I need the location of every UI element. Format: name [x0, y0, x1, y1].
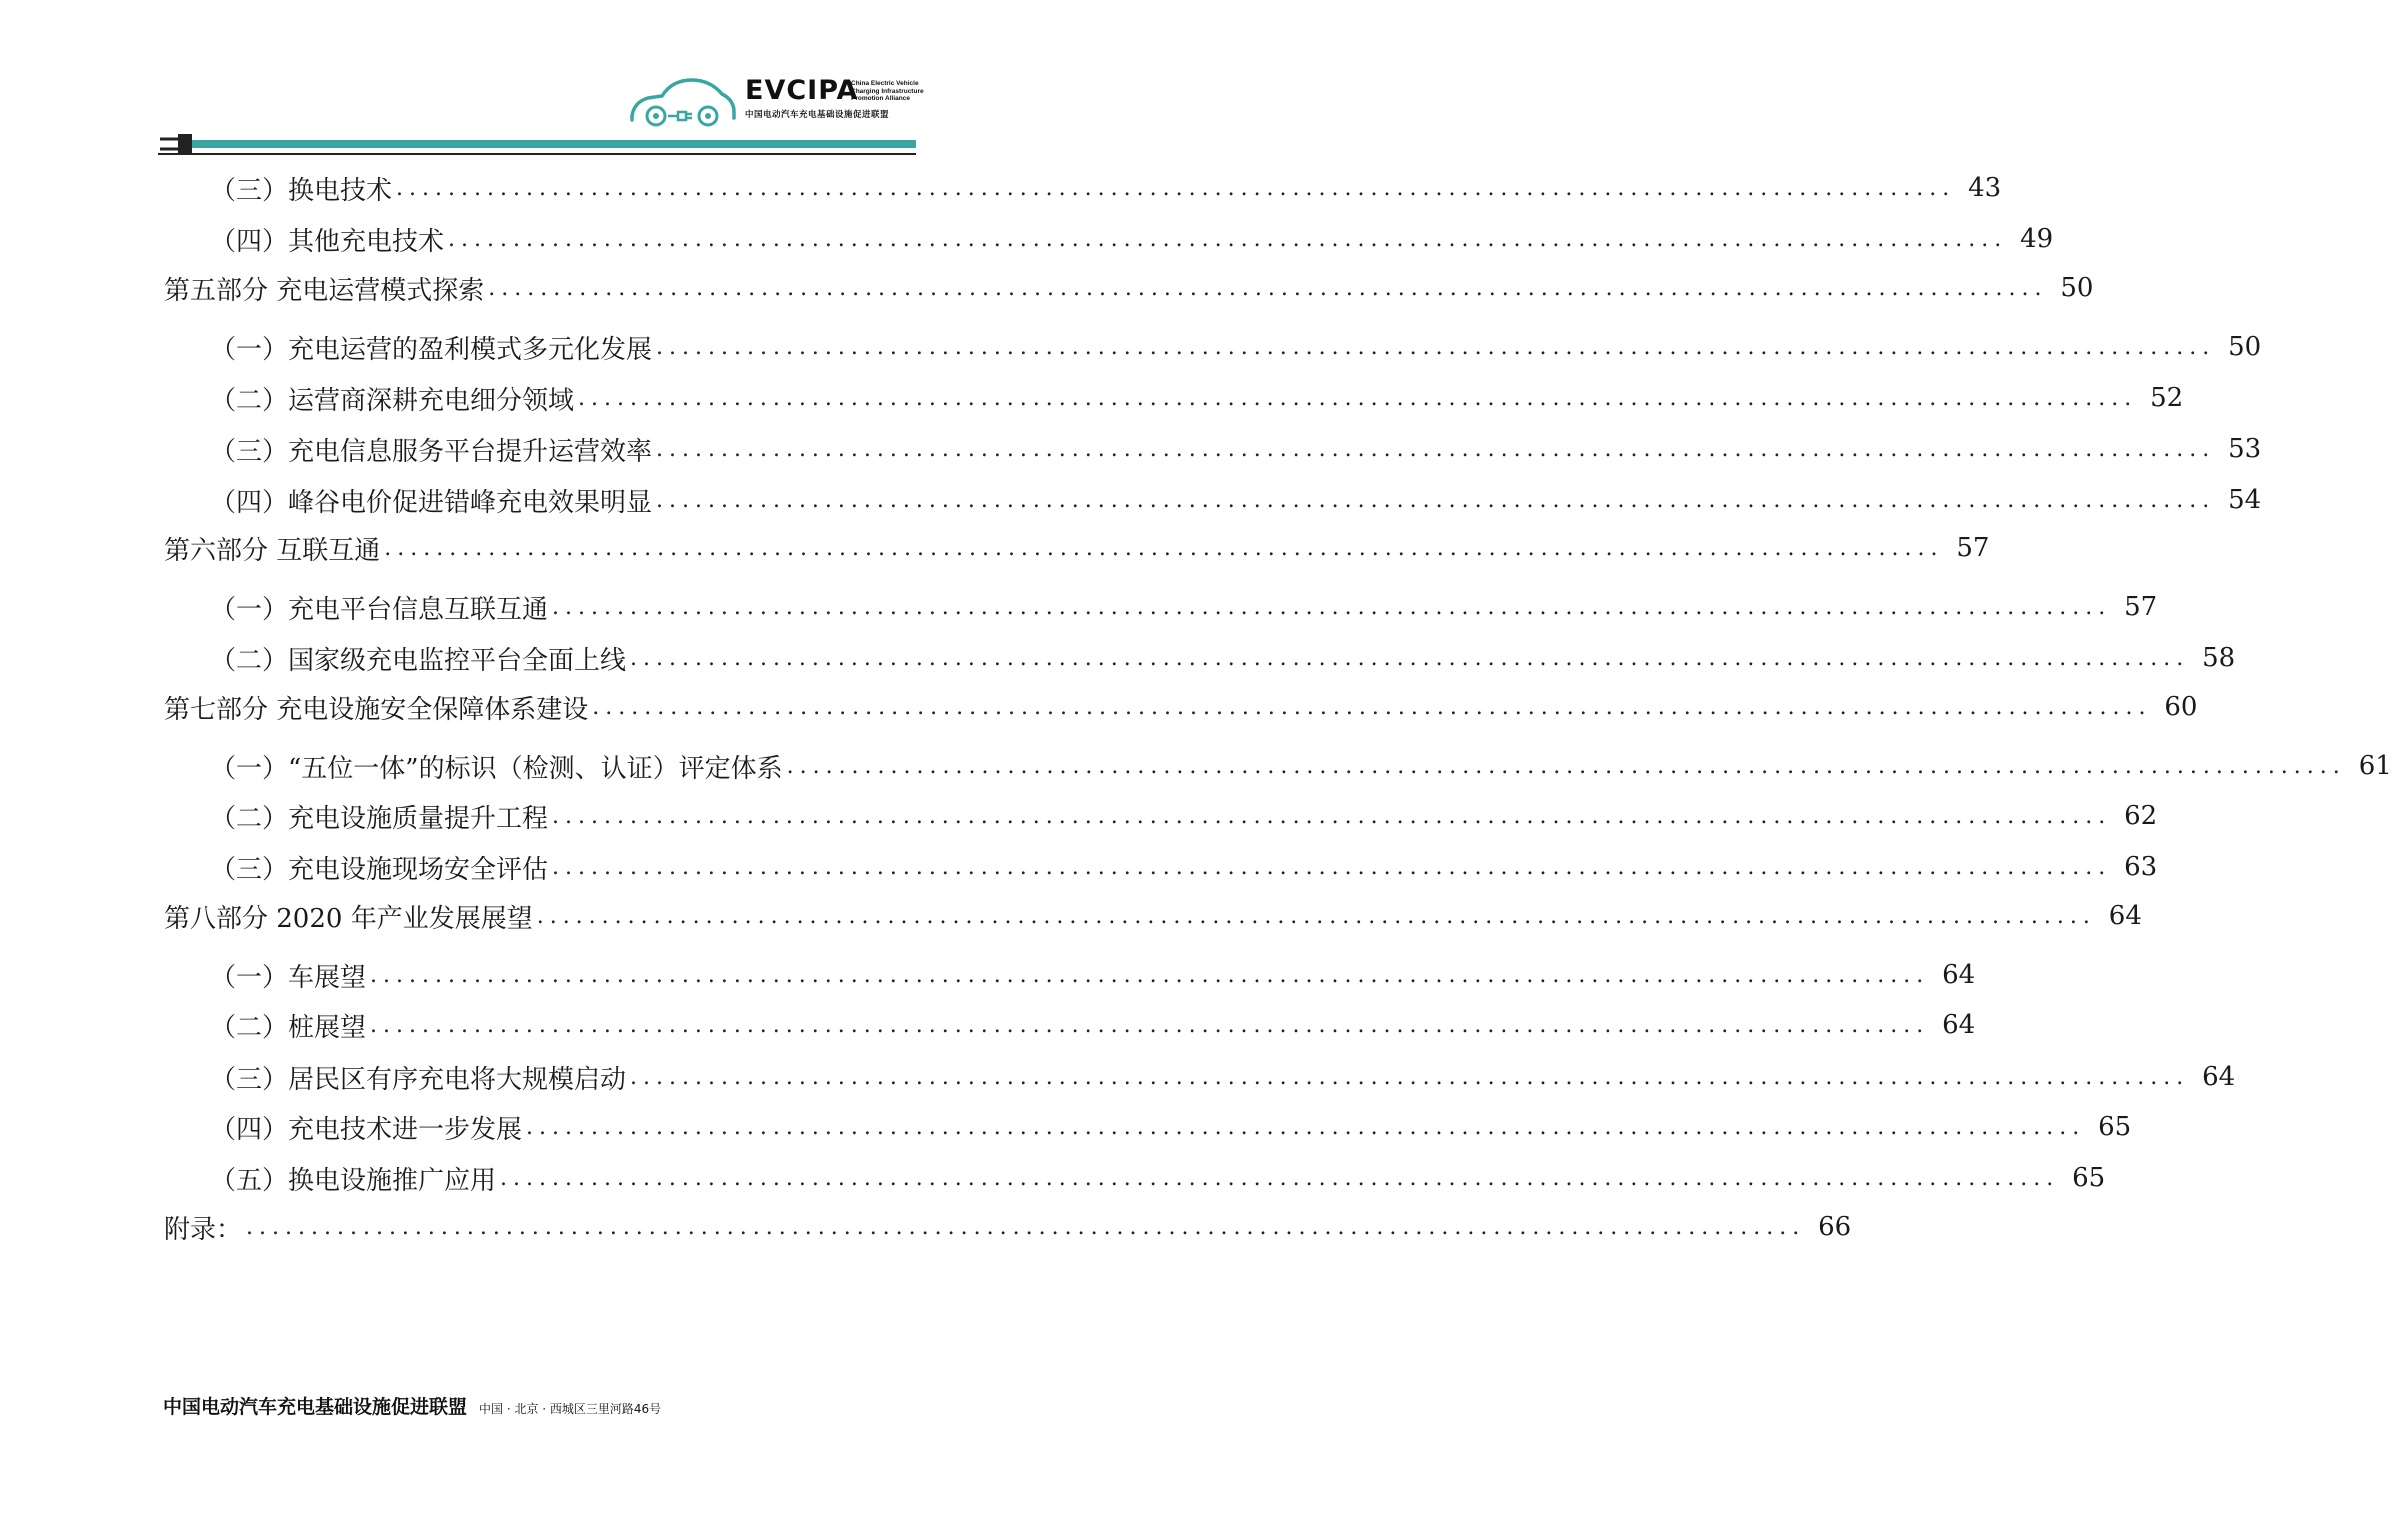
toc-page-number: 57 [1956, 533, 1990, 563]
toc-section-entry[interactable] [210, 847, 2158, 887]
toc-section-entry[interactable] [210, 1107, 2132, 1147]
dot-leader: ........................................................................................................................ [630, 1064, 2190, 1090]
toc-entry-title: （三）充电设施现场安全评估 [210, 854, 549, 885]
dot-leader: ........................................................................................................................ [786, 753, 2346, 779]
toc-page-number: 50 [2228, 332, 2262, 362]
toc-entry-title: （一）“五位一体”的标识（检测、认证）评定体系 [210, 753, 783, 784]
toc-page-number: 58 [2202, 643, 2236, 673]
toc-entry-title: （一）充电运营的盈利模式多元化发展 [210, 334, 653, 365]
toc-page-number: 52 [2150, 383, 2184, 413]
dot-leader: ........................................................................................................................ [448, 226, 2008, 252]
toc-section-entry[interactable] [210, 168, 2002, 208]
toc-entry-title: （三）换电技术 [210, 175, 393, 206]
dot-leader: ........................................................................................................................ [500, 1165, 2060, 1191]
toc-entry-title: （四）充电技术进一步发展 [210, 1114, 523, 1145]
dot-leader: ........................................................................................................................ [552, 854, 2112, 880]
toc-section-entry[interactable] [210, 1158, 2106, 1198]
ev-car-logo-icon [628, 72, 738, 130]
toc-page-number: 54 [2228, 485, 2262, 515]
toc-section-entry[interactable] [210, 429, 2262, 469]
toc-section-entry[interactable] [210, 638, 2236, 678]
toc-entry-title: （二）运营商深耕充电细分领域 [210, 385, 575, 416]
toc-page-number: 50 [2060, 273, 2094, 303]
logo-chinese-name: 中国电动汽车充电基础设施促进联盟 [745, 110, 890, 120]
dot-leader: ........................................................................................................................ [384, 535, 1944, 561]
toc-part-entry[interactable] [164, 1207, 1852, 1247]
toc-entry-title: （二）国家级充电监控平台全面上线 [210, 645, 627, 676]
toc-entry-title: （三）居民区有序充电将大规模启动 [210, 1064, 627, 1095]
toc-section-entry[interactable] [210, 219, 2054, 259]
toc-page-number: 64 [1942, 1010, 1976, 1040]
toc-section-entry[interactable] [210, 746, 2392, 786]
toc-entry-title: （一）车展望 [210, 962, 367, 993]
toc-entry-title: 第七部分 充电设施安全保障体系建设 [164, 694, 589, 725]
dot-leader: ........................................................................................................................ [552, 594, 2112, 620]
logo-title: EVCIPA [745, 75, 859, 106]
toc-part-entry[interactable] [164, 896, 2142, 936]
toc-page-number: 65 [2072, 1163, 2106, 1193]
toc-entry-title: 附录： [164, 1214, 243, 1245]
toc-page-number: 60 [2164, 692, 2198, 722]
toc-page-number: 49 [2020, 224, 2054, 254]
toc-section-entry[interactable] [210, 327, 2262, 367]
toc-page-number: 43 [1968, 173, 2002, 203]
page-header [0, 0, 1080, 170]
toc-entry-title: （四）峰谷电价促进错峰充电效果明显 [210, 487, 653, 518]
toc-page-number: 57 [2124, 592, 2158, 622]
toc-entry-title: 第六部分 互联互通 [164, 535, 381, 566]
toc-section-entry[interactable] [210, 955, 1976, 995]
toc-entry-title: （一）充电平台信息互联互通 [210, 594, 549, 625]
footer-address: 中国 · 北京 · 西城区三里河路46号 [479, 1402, 662, 1416]
toc-entry-title: （五）换电设施推广应用 [210, 1165, 497, 1196]
toc-section-entry[interactable] [210, 1005, 1976, 1045]
dot-leader: ........................................................................................................................ [656, 436, 2216, 462]
toc-entry-title: 第五部分 充电运营模式探索 [164, 275, 485, 306]
page-footer [163, 1392, 661, 1419]
dot-leader: ........................................................................................................................ [656, 487, 2216, 513]
toc-page-number: 65 [2098, 1112, 2132, 1142]
logo-wordmark [745, 75, 924, 120]
toc-page-number: 61 [2358, 751, 2392, 781]
dot-leader: ........................................................................................................................ [370, 962, 1930, 988]
toc-page-number: 63 [2124, 852, 2158, 882]
dot-leader: ........................................................................................................................ [396, 175, 1956, 201]
plug-rule-icon [158, 130, 918, 160]
toc-section-entry[interactable] [210, 378, 2184, 418]
toc-page-number: 62 [2124, 801, 2158, 831]
toc-part-entry[interactable] [164, 268, 2094, 308]
dot-leader: ........................................................................................................................ [536, 903, 2096, 929]
dot-leader: ........................................................................................................................ [552, 803, 2112, 829]
toc-section-entry[interactable] [210, 587, 2158, 627]
toc-section-entry[interactable] [210, 1057, 2236, 1097]
toc-page-number: 66 [1818, 1212, 1852, 1242]
dot-leader: ........................................................................................................................ [592, 694, 2152, 720]
toc-entry-title: （二）充电设施质量提升工程 [210, 803, 549, 834]
logo-english-name: China Electric Vehicle Charging Infrastructure Promotion Alliance [851, 80, 924, 102]
dot-leader: ........................................................................................................................ [246, 1214, 1806, 1240]
toc-page-number: 53 [2228, 434, 2262, 464]
dot-leader: ........................................................................................................................ [656, 334, 2216, 360]
toc-page-number: 64 [1942, 960, 1976, 990]
toc-section-entry[interactable] [210, 480, 2262, 520]
dot-leader: ........................................................................................................................ [370, 1012, 1930, 1038]
toc-entry-title: 第八部分 2020 年产业发展展望 [164, 903, 533, 934]
toc-part-entry[interactable] [164, 528, 1990, 568]
footer-organization: 中国电动汽车充电基础设施促进联盟 [163, 1396, 468, 1418]
dot-leader: ........................................................................................................................ [578, 385, 2138, 411]
dot-leader: ........................................................................................................................ [630, 645, 2190, 671]
toc-part-entry[interactable] [164, 687, 2198, 727]
toc-section-entry[interactable] [210, 796, 2158, 836]
dot-leader: ........................................................................................................................ [488, 275, 2048, 301]
toc-page-number: 64 [2202, 1062, 2236, 1092]
toc-page-number: 64 [2108, 901, 2142, 931]
toc-entry-title: （二）桩展望 [210, 1012, 367, 1043]
toc-entry-title: （四）其他充电技术 [210, 226, 445, 257]
dot-leader: ........................................................................................................................ [526, 1114, 2086, 1140]
toc-entry-title: （三）充电信息服务平台提升运营效率 [210, 436, 653, 467]
